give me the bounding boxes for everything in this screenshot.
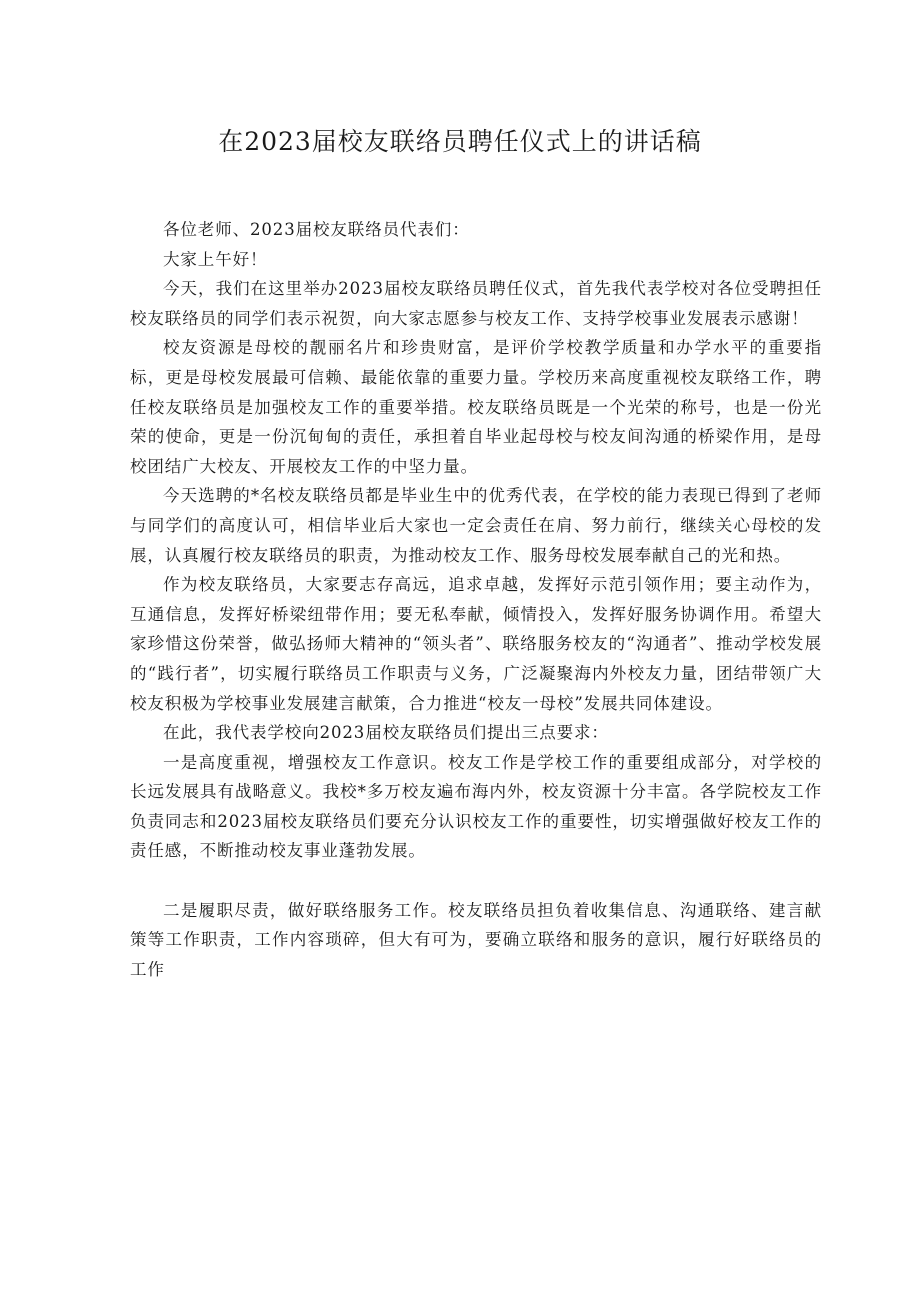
paragraph-three-requirements: 在此，我代表学校向2023届校友联络员们提出三点要求： — [163, 723, 609, 743]
paragraph-alumni-resources: 校友资源是母校的靓丽名片和珍贵财富，是评价学校教学质量和办学水平的重要指标，更是母校发展最可信赖、最能依靠的重要力量。学校历来高度重视校友联络工作，聘任校友联络员是加强校友工作的重要举措。校友联络员既是一个光荣的称号，也是一份光荣的使命，更是一份沉甸甸的责任，承担着自毕业起母校与校友间沟通的桥梁作用，是母校团结广大校友、开展校友工作的中坚力量。 — [130, 338, 822, 476]
paragraph-opening: 今天，我们在这里举办2023届校友联络员聘任仪式，首先我代表学校对各位受聘担任校友联络员的同学们表示祝贺，向大家志愿参与校友工作、支持学校事业发展表示感谢！ — [130, 279, 822, 328]
document-title: 在2023届校友联络员聘任仪式上的讲话稿 — [218, 127, 702, 156]
document-body — [130, 215, 822, 984]
paragraph-requirement-one: 一是高度重视，增强校友工作意识。校友工作是学校工作的重要组成部分，对学校的长远发展具有战略意义。我校*多万校友遍布海内外，校友资源十分丰富。各学院校友工作负责同志和2023届校友联络员们要充分认识校友工作的重要性，切实增强做好校友工作的责任感，不断推动校友事业蓬勃发展。 — [130, 752, 822, 861]
paragraph-spacer — [130, 866, 822, 896]
paragraph-expectations: 作为校友联络员，大家要志存高远，追求卓越，发挥好示范引领作用；要主动作为，互通信息，发挥好桥梁纽带作用；要无私奉献，倾情投入，发挥好服务协调作用。希望大家珍惜这份荣誉，做弘扬师大精神的“领头者”、联络服务校友的“沟通者”、推动学校发展的“践行者”，切实履行联络员工作职责与义务，广泛凝聚海内外校友力量，团结带领广大校友积极为学校事业发展建言献策，合力推进“校友一母校”发展共同体建设。 — [130, 575, 822, 713]
paragraph-salutation: 各位老师、2023届校友联络员代表们： — [163, 220, 470, 239]
paragraph-selected-liaisons: 今天选聘的*名校友联络员都是毕业生中的优秀代表，在学校的能力表现已得到了老师与同学们的高度认可，相信毕业后大家也一定会责任在肩、努力前行，继续关心母校的发展，认真履行校友联络员的职责，为推动校友工作、服务母校发展奉献自己的光和热。 — [130, 486, 822, 565]
paragraph-requirement-two: 二是履职尽责，做好联络服务工作。校友联络员担负着收集信息、沟通联络、建言献策等工作职责，工作内容琐碎，但大有可为，要确立联络和服务的意识，履行好联络员的工作 — [130, 900, 822, 979]
paragraph-greeting: 大家上午好！ — [163, 249, 268, 269]
